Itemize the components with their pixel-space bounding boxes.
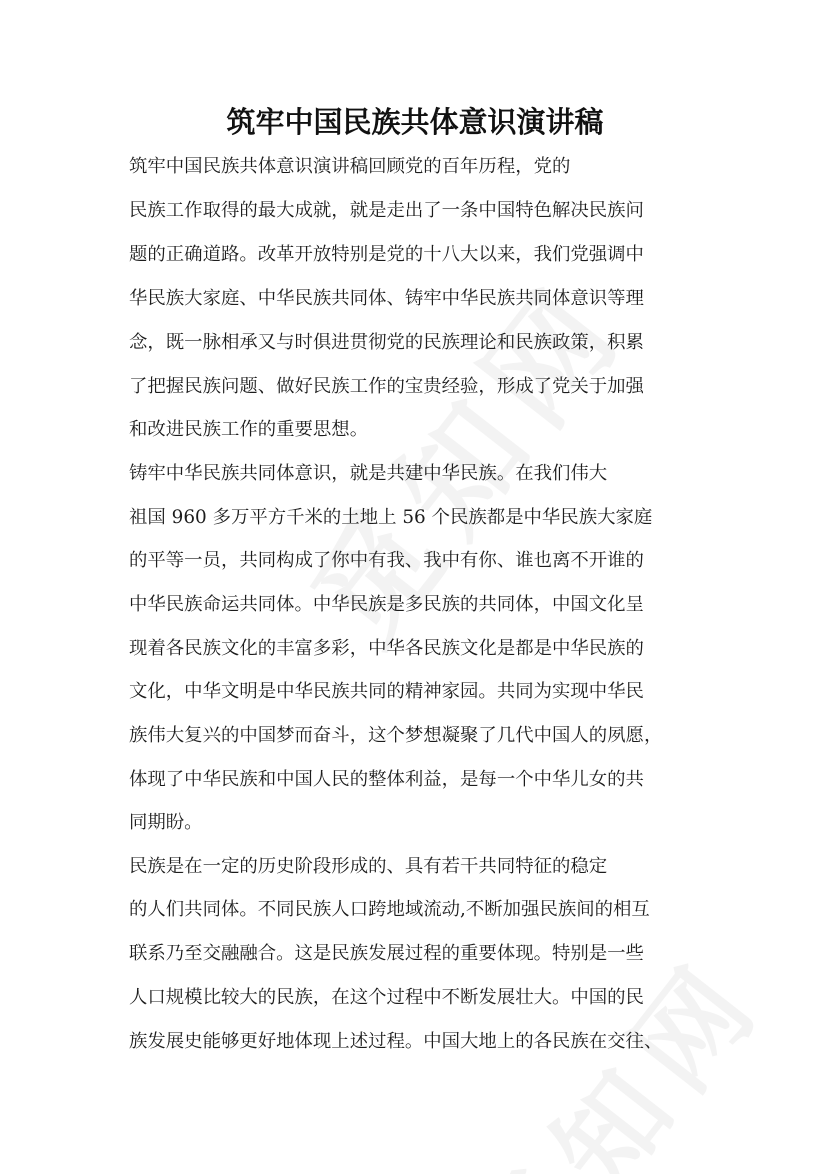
- paragraph-line: 民族工作取得的最大成就，就是走出了一条中国特色解决民族问: [129, 200, 644, 221]
- paragraph-line: 华民族大家庭、中华民族共同体、铸牢中华民族共同体意识等理: [129, 288, 644, 309]
- paragraph-line: 祖国 960 多万平方千米的土地上 56 个民族都是中华民族大家庭: [129, 507, 653, 528]
- paragraph-line: 中华民族命运共同体。中华民族是多民族的共同体，中国文化呈: [129, 594, 644, 615]
- paragraph-line: 民族是在一定的历史阶段形成的、具有若干共同特征的稳定: [129, 856, 608, 877]
- paragraph-line: 的人们共同体。不同民族人口跨地域流动,不断加强民族间的相互: [129, 899, 650, 920]
- paragraph-line: 体现了中华民族和中国人民的整体利益，是每一个中华儿女的共: [129, 769, 644, 790]
- paragraph-line: 同期盼。: [129, 812, 203, 833]
- paragraph-line: 铸牢中华民族共同体意识，就是共建中华民族。在我们伟大: [129, 463, 608, 484]
- paragraph-line: 现着各民族文化的丰富多彩，中华各民族文化是都是中华民族的: [129, 638, 644, 659]
- paragraph-line: 族发展史能够更好地体现上述过程。中国大地上的各民族在交往、: [129, 1031, 663, 1052]
- paragraph-line: 人口规模比较大的民族，在这个过程中不断发展壮大。中国的民: [129, 987, 644, 1008]
- document-title: 筑牢中国民族共体意识演讲稿: [226, 105, 604, 139]
- paragraph-line: 族伟大复兴的中国梦而奋斗，这个梦想凝聚了几代中国人的夙愿，: [129, 725, 663, 746]
- paragraph-line: 筑牢中国民族共体意识演讲稿回顾党的百年历程，党的: [129, 156, 571, 177]
- paragraph-line: 念，既一脉相承又与时俱进贯彻党的民族理论和民族政策，积累: [129, 332, 644, 353]
- paragraph-line: 的平等一员，共同构成了你中有我、我中有你、谁也离不开谁的: [129, 550, 644, 571]
- paragraph-line: 文化，中华文明是中华民族共同的精神家园。共同为实现中华民: [129, 681, 644, 702]
- paragraph-line: 了把握民族问题、做好民族工作的宝贵经验，形成了党关于加强: [129, 376, 644, 397]
- paragraph-line: 和改进民族工作的重要思想。: [129, 419, 369, 440]
- paragraph-line: 题的正确道路。改革开放特别是党的十八大以来，我们党强调中: [129, 244, 644, 265]
- paragraph-line: 联系乃至交融融合。这是民族发展过程的重要体现。特别是一些: [129, 943, 644, 964]
